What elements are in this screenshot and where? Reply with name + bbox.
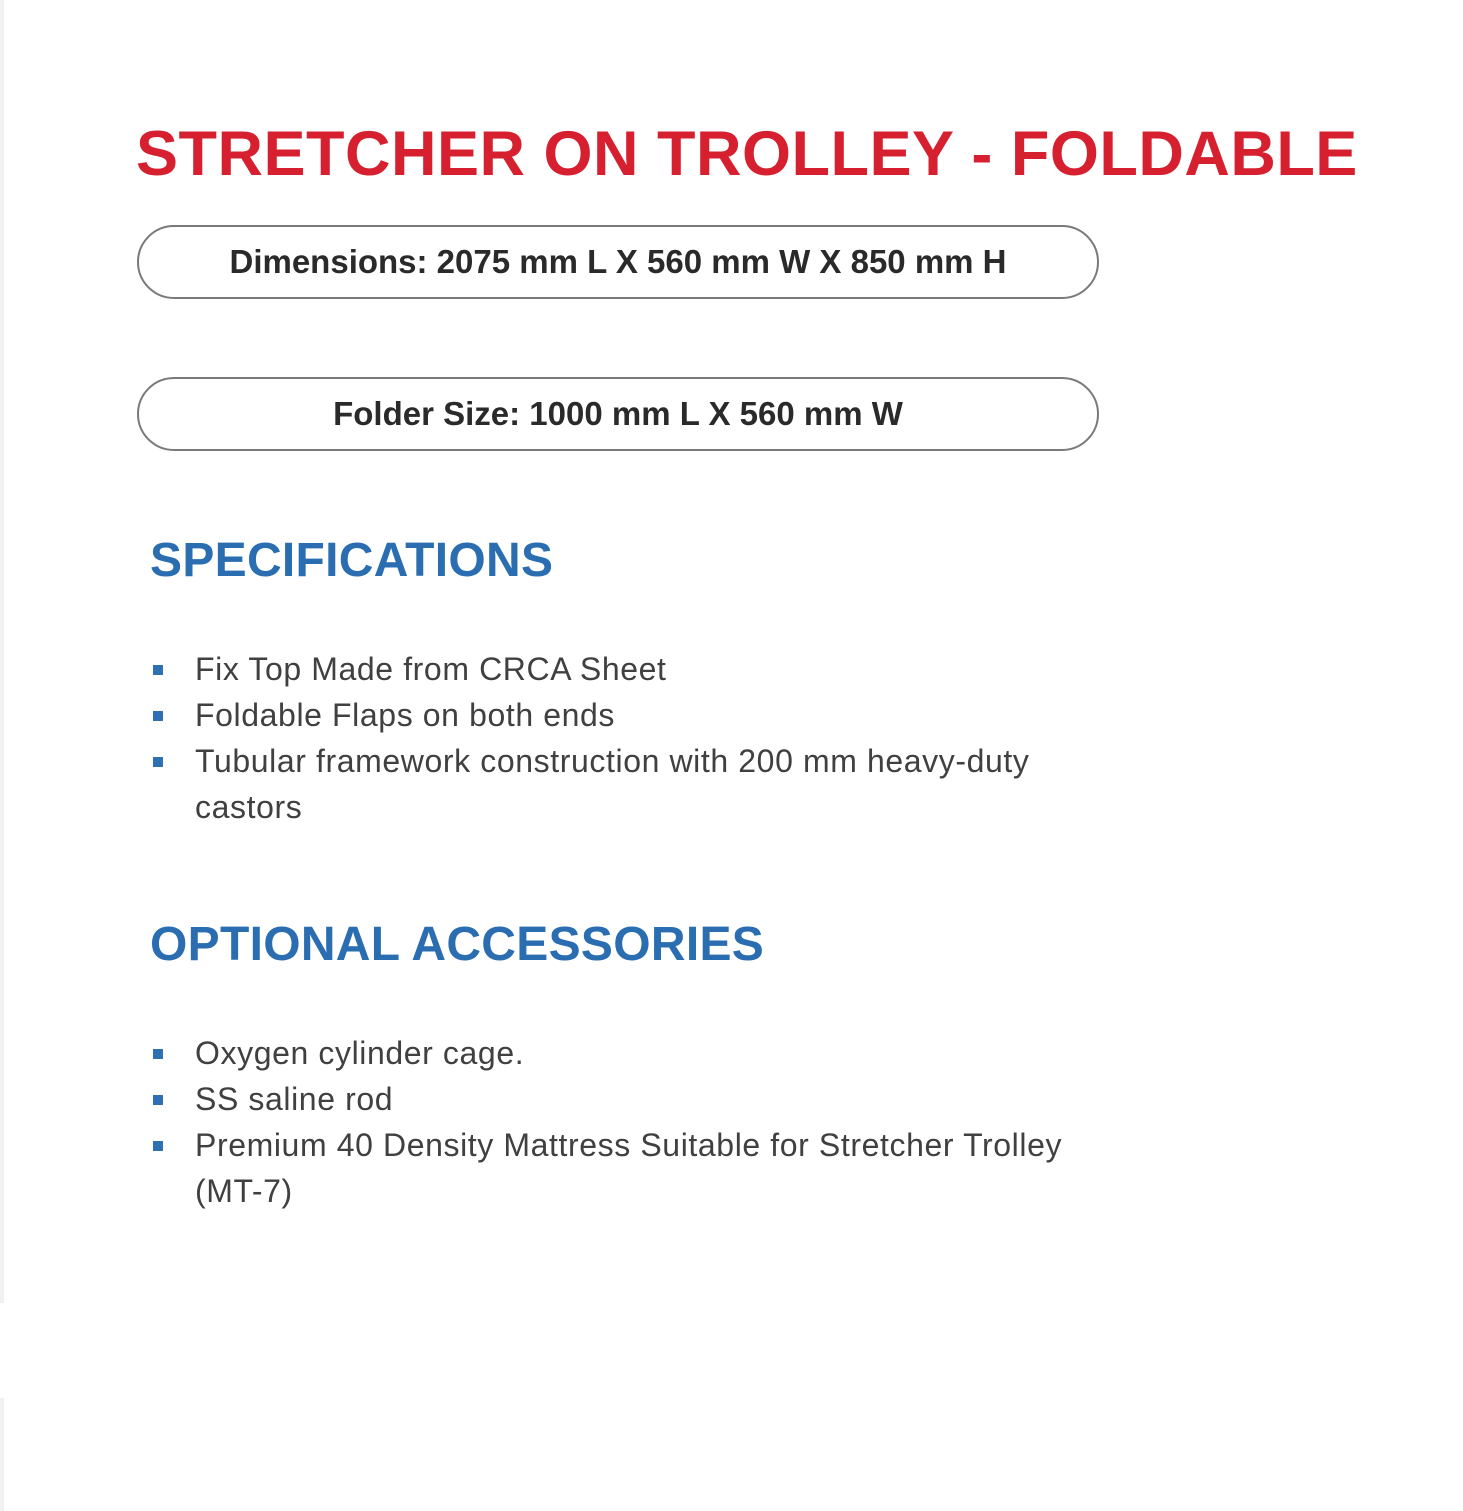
specifications-heading: SPECIFICATIONS xyxy=(150,534,554,587)
list-item xyxy=(150,1122,1110,1214)
list-item-text: Fix Top Made from CRCA Sheet xyxy=(195,651,667,687)
list-item xyxy=(150,1030,1110,1076)
bullet-square-icon xyxy=(153,711,163,721)
page-edge xyxy=(0,0,4,1303)
bullet-square-icon xyxy=(153,1049,163,1059)
bullet-square-icon xyxy=(153,1141,163,1151)
accessories-list xyxy=(150,1030,1110,1214)
list-item xyxy=(150,738,1110,830)
list-item xyxy=(150,646,1110,692)
list-item-text: Foldable Flaps on both ends xyxy=(195,697,616,733)
accessories-heading: OPTIONAL ACCESSORIES xyxy=(150,918,765,971)
bullet-square-icon xyxy=(153,1095,163,1105)
list-item xyxy=(150,692,1110,738)
list-item xyxy=(150,1076,1110,1122)
folder-size-badge: Folder Size: 1000 mm L X 560 mm W xyxy=(137,377,1099,451)
bullet-square-icon xyxy=(153,757,163,767)
list-item-text: SS saline rod xyxy=(195,1081,394,1117)
list-item-text: Oxygen cylinder cage. xyxy=(195,1035,525,1071)
list-item-text: Tubular framework construction with 200 mm heavy-duty castors xyxy=(195,743,1030,825)
specifications-list xyxy=(150,646,1110,830)
list-item-text: Premium 40 Density Mattress Suitable for Stretcher Trolley (MT-7) xyxy=(195,1127,1063,1209)
dimensions-badge: Dimensions: 2075 mm L X 560 mm W X 850 mm H xyxy=(137,225,1099,299)
bullet-square-icon xyxy=(153,665,163,675)
page-edge-lower xyxy=(0,1398,4,1511)
product-title: STRETCHER ON TROLLEY - FOLDABLE xyxy=(136,119,1358,189)
